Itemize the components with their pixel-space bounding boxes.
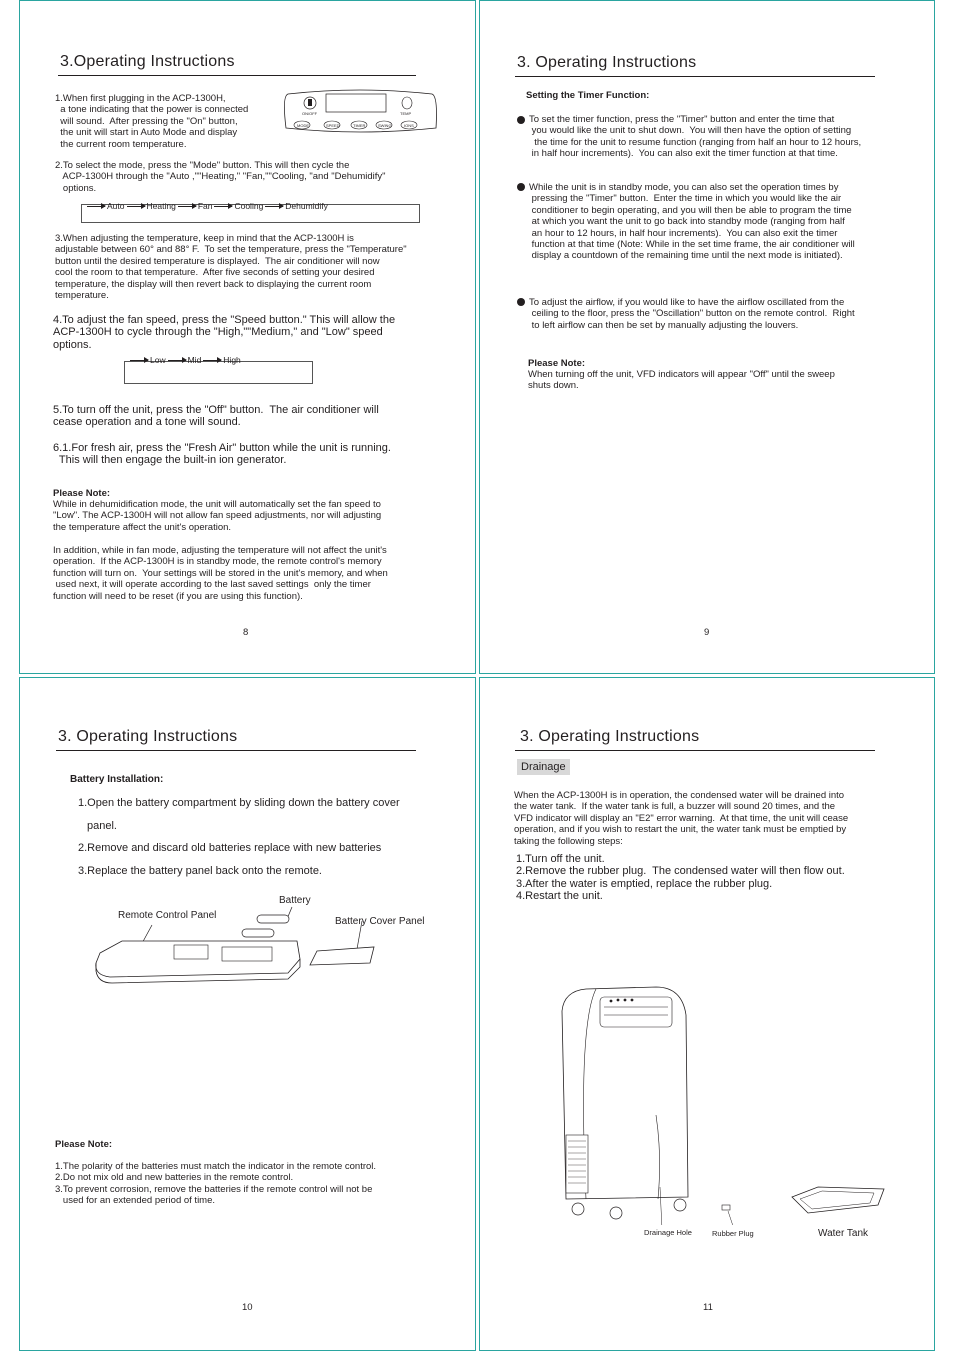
panel-label-mode: MODE [297,123,309,128]
airflow-instruction: To adjust the airflow, if you would like to have the airflow oscillated from the ceiling to the floor, press the "Oscillation" button on the remote control. Right to left airflow can then be set by manually adjusting the louvers. [529,297,855,331]
speed-cycle-sequence [128,355,241,365]
page-title: 3. Operating Instructions [58,728,238,745]
speed-mid: Mid [187,355,202,365]
instruction-4: 4.To adjust the fan speed, press the "Speed button." This will allow the ACP-1300H to cycle through the "High,""Medium," and "Low" speed options. [53,314,396,351]
drainage-intro: When the ACP-1300H is in operation, the condensed water will be drained into the water tank. If the water tank is full, a buzzer will sound 20 times, and the VFD indicator will display an "E2" error warning. At that time, the unit will cease operation, and if you wish to restart the unit, the water tank must be emptied by taking the following steps: [514,790,849,847]
instruction-5: 5.To turn off the unit, press the "Off" button. The air conditioner will cease operation and a tone will sound. [53,404,379,429]
battery-step-1-cont: panel. [87,820,117,832]
instruction-6: 6.1.For fresh air, press the "Fresh Air" button while the unit is running. This will then engage the built-in ion generator. [53,442,391,467]
speed-high: High [223,355,241,365]
battery-label: Battery [279,895,311,906]
panel-label-timer: TIMER [353,123,366,128]
battery-step-2: 2.Remove and discard old batteries replace with new batteries [78,842,382,854]
drainage-badge: Drainage [517,759,570,775]
page-number: 10 [242,1302,253,1313]
mode-fan: Fan [197,201,213,211]
title-rule [58,75,416,76]
battery-step-1: 1.Open the battery compartment by sliding down the battery cover [78,797,400,809]
page-number: 11 [703,1302,713,1313]
bullet-icon [517,183,525,191]
mode-heating: Heating [146,201,176,211]
instruction-2: 2.To select the mode, press the "Mode" button. This will then cycle the ACP-1300H through the "Auto ,""Heating," "Fan,""Cooling, "and "Dehumidify" options. [55,160,386,194]
page-title: 3. Operating Instructions [517,54,697,71]
panel-label-speed: SPEED [326,123,340,128]
air-conditioner-illustration [556,985,896,1225]
note-title: Please Note: [528,358,586,369]
mode-auto: Auto [107,201,125,211]
instruction-1: 1.When first plugging in the ACP-1300H, a tone indicating that the power is connected will sound. After pressing the "On" button, the unit will start in Auto Mode and display the current room temperature. [55,93,249,150]
panel-label-swing: SWING [378,123,392,128]
timer-instruction-2: While the unit is in standby mode, you can also set the operation times by pressing the "Timer" button. Enter the time in which you would like the air conditioner to begin operating, and you will then be able to program the time at which you want the unit to go back into standby mode (ranging from half an hour to 12 hours, in half hour increments). You can also exit the timer function at that time (Note: While in the set time frame, the air conditioner will display a countdown of the remaining time until the next mode is initiated). [529,182,855,262]
water-tank-label: Water Tank [818,1228,869,1239]
bullet-icon [517,116,525,124]
note-text-1: While in dehumidification mode, the unit will automatically set the fan speed to "Low". The ACP-1300H will not allow fan speed adjustments, nor will adjusting the temperature affect the unit's operation. [53,499,382,533]
mode-cycle-sequence [85,201,328,211]
drainage-steps: 1.Turn off the unit. 2.Remove the rubber plug. The condensed water will then flow out. 3.After the water is emptied, replace the rubber plug. 4.Restart the unit. [516,853,845,903]
title-rule [56,750,416,751]
page-title: 3. Operating Instructions [520,728,700,745]
speed-low: Low [150,355,166,365]
page-title: 3.Operating Instructions [60,53,235,70]
note-text: When turning off the unit, VFD indicators will appear "Off" until the sweep shuts down. [528,369,835,392]
drainage-hole-label: Drainage Hole [644,1228,692,1237]
page-number: 8 [243,627,249,638]
rubber-plug-label: Rubber Plug [712,1229,754,1238]
note-text-2: In addition, while in fan mode, adjusting the temperature will not affect the unit's operation. If the ACP-1300H is in standby mode, the remote control's memory function will turn on. Your settings will be stored in the unit's memory, and when used next, it will operate according to the last saved settings only the timer function will need to be reset (if you are using this function). [53,545,388,602]
mode-dehumidify: Dehumidify [285,201,328,211]
title-rule [515,750,875,751]
timer-instruction-1: To set the timer function, press the "Timer" button and enter the time that you would like the unit to shut down. You will then have the option of setting the time for the unit to resume function (ranging from half an hour to 12 hours, in half hour increments). You can also exit the timer function at that time. [529,114,862,160]
page-number: 9 [704,627,710,638]
panel-label-ions: IONS [404,123,414,128]
panel-label-onoff: ON/OFF [302,111,318,116]
section-heading: Setting the Timer Function: [526,90,650,101]
section-heading: Battery Installation: [70,774,164,785]
battery-cover-label: Battery Cover Panel [335,916,425,927]
note-title: Please Note: [55,1139,113,1150]
remote-battery-illustration [92,905,442,995]
mode-cooling: Cooling [234,201,264,211]
instruction-3: 3.When adjusting the temperature, keep in mind that the ACP-1300H is adjustable between 60° and 88° F. To set the temperature, press the "Temperature" button until the desired temperature is displayed. The air conditioner will now cool the room to that temperature. After five seconds of setting your desired temperature, the display will then revert back to displaying the current room temperature. [55,233,407,302]
note-text: 1.The polarity of the batteries must match the indicator in the remote control. 2.Do not mix old and new batteries in the remote control. 3.To prevent corrosion, remove the batteries if the remote control will not be used for an extended period of time. [55,1161,377,1207]
title-rule [515,76,875,77]
battery-step-3: 3.Replace the battery panel back onto the remote. [78,865,322,877]
bullet-icon [517,298,525,306]
panel-label-temp: TEMP [400,111,412,116]
remote-control-label: Remote Control Panel [118,910,217,921]
note-title: Please Note: [53,488,111,499]
